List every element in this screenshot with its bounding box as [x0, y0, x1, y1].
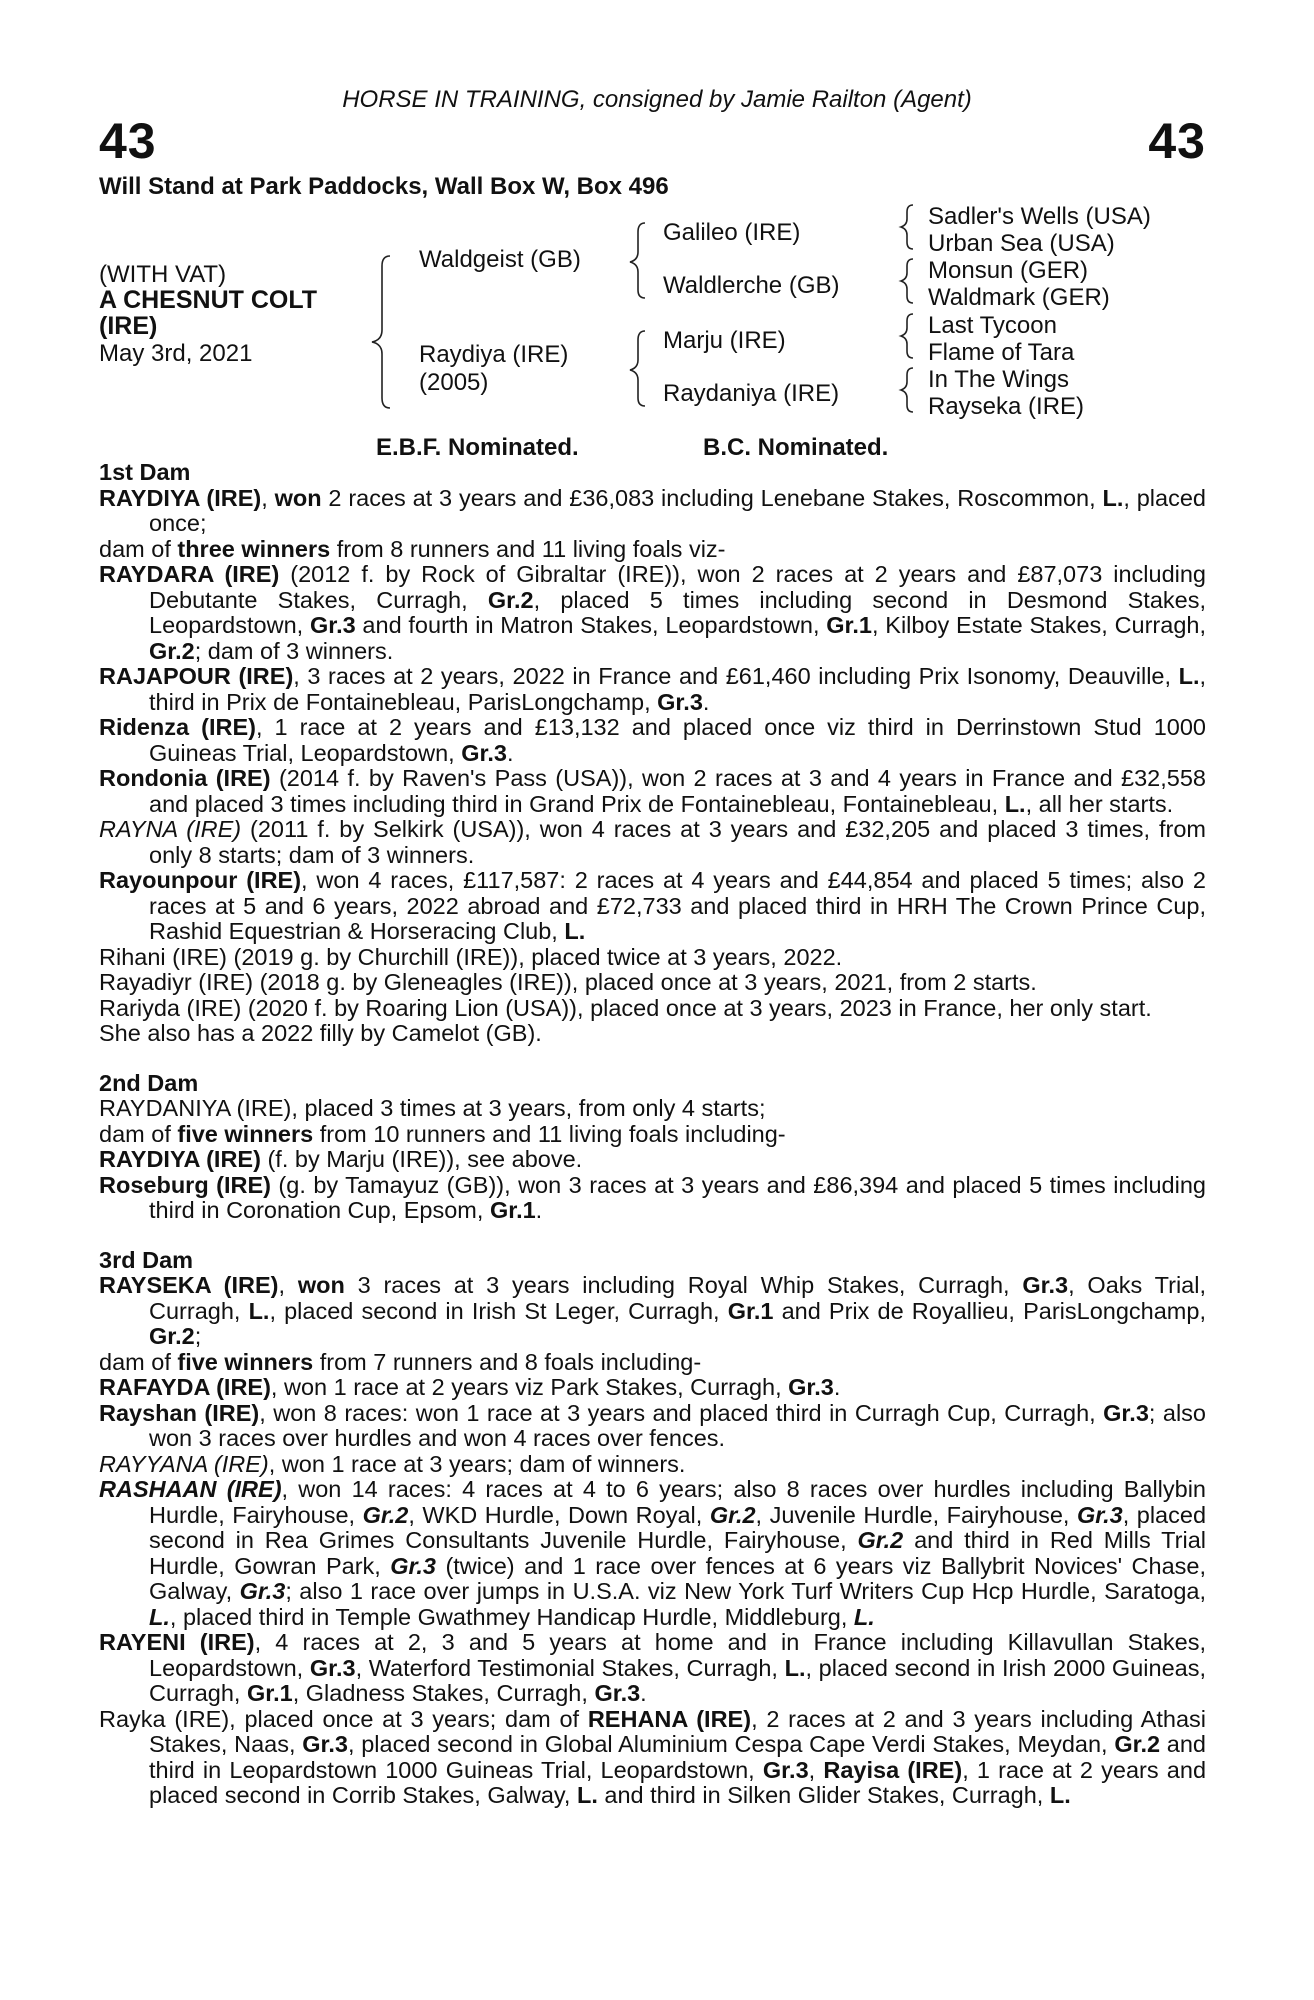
pedigree-gen3-4: Waldmark (GER) — [928, 284, 1110, 311]
pedigree-gen3-5: Last Tycoon — [928, 312, 1057, 339]
produce-rariyda: Rariyda (IRE) (2020 f. by Roaring Lion (USA)), placed once at 3 years, 2023 in France, her only start. — [99, 994, 1152, 1021]
produce-rayadiyr: Rayadiyr (IRE) (2018 g. by Gleneagles (IRE)), placed once at 3 years, 2021, from 2 starts. — [99, 969, 1037, 995]
produce-rashaan: RASHAAN (IRE), won 14 races: 4 races at 4 to 6 years; also 8 races over hurdles including Ballybin Hurdle, Fairyhouse, Gr.2, WKD Hurdle, Down Royal, Gr.2, Juvenile Hurdle, Fairyhouse, Gr.3, placed second in Rea Grimes Consultants Juvenile Hurdle, Fairyhouse, Gr.2 and third in Red Mills Trial Hurdle, Gowran Park, Gr.3 (twice) and 1 race over fences at 6 years viz Ballybrit Novices' Chase, Galway, Gr.3; also 1 race over jumps in U.S.A. viz New York Turf Writers Cup Hcp Hurdle, Saratoga, L., placed third in Temple Gwathmey Handicap Hurdle, Middleburg, L. — [99, 1476, 1207, 1630]
stand-location: Will Stand at Park Paddocks, Wall Box W, Box 496 — [99, 173, 669, 200]
produce-rondonia: Rondonia (IRE) (2014 f. by Raven's Pass (USA)), won 2 races at 3 and 4 years in France and £32,558 and placed 3 times including third in Grand Prix de Fontainebleau, Fontainebleau, L., all her starts. — [99, 765, 1206, 817]
pedigree-gen3-8: Rayseka (IRE) — [928, 393, 1085, 420]
pedigree-dam-year: (2005) — [419, 369, 489, 396]
vat-note: (WITH VAT) — [99, 261, 227, 288]
pedigree-gen3-2: Urban Sea (USA) — [928, 230, 1115, 257]
produce-rafayda: RAFAYDA (IRE), won 1 race at 2 years viz Park Stakes, Curragh, Gr.3. — [99, 1374, 841, 1400]
third-dam-heading: 3rd Dam — [99, 1246, 194, 1273]
pedigree-dam-sire: Marju (IRE) — [663, 327, 786, 354]
first-dam-note: She also has a 2022 filly by Camelot (GB). — [99, 1020, 542, 1046]
foaling-date: May 3rd, 2021 — [99, 340, 253, 367]
first-dam-heading: 1st Dam — [99, 459, 191, 485]
lot-number-left: 43 — [99, 113, 157, 169]
produce-roseburg: Roseburg (IRE) (g. by Tamayuz (GB)), won 3 races at 3 years and £86,394 and placed 5 times including third in Coronation Cup, Epsom, Gr.1. — [99, 1171, 1206, 1223]
produce-rayounpour: Rayounpour (IRE), won 4 races, £117,587: 2 races at 4 years and £44,854 and placed 5 times; also 2 races at 5 and 6 years, 2022 abroad and £72,733 and placed third in HRH The Crown Prince Cup, Rashid Equestrian & Horseracing Club, L. — [99, 867, 1206, 944]
produce-raydara: RAYDARA (IRE) (2012 f. by Rock of Gibraltar (IRE)), won 2 races at 2 years and £87,073 including Debutante Stakes, Curragh, Gr.2, placed 5 times including second in Desmond Stakes, Leopardstown, Gr.3 and fourth in Matron Stakes, Leopardstown, Gr.1, Kilboy Estate Stakes, Curragh, Gr.2; dam of 3 winners. — [99, 561, 1207, 664]
third-dam-produce-summary: dam of five winners from 7 runners and 8 foals including- — [99, 1348, 702, 1375]
pedigree-gen3-7: In The Wings — [928, 366, 1069, 393]
pedigree-sire: Waldgeist (GB) — [419, 246, 581, 273]
produce-rayna: RAYNA (IRE) (2011 f. by Selkirk (USA)), won 4 races at 3 years and £32,205 and placed 3 times, from only 8 starts; dam of 3 winners. — [99, 816, 1206, 868]
produce-rayka: Rayka (IRE), placed once at 3 years; dam of REHANA (IRE), 2 races at 2 and 3 years including Athasi Stakes, Naas, Gr.3, placed second in Global Aluminium Cespa Cape Verdi Stakes, Meydan, Gr.2 and third in Leopardstown 1000 Guineas Trial, Leopardstown, Gr.3, Rayisa (IRE), 1 race at 2 years and placed second in Corrib Stakes, Galway, L. and third in Silken Glider Stakes, Curragh, L. — [99, 1705, 1207, 1808]
catalogue-body — [99, 460, 1206, 1809]
lot-number-right: 43 — [1148, 113, 1206, 169]
pedigree-sire-sire: Galileo (IRE) — [663, 219, 801, 246]
produce-rajapour: RAJAPOUR (IRE), 3 races at 2 years, 2022 in France and £61,460 including Prix Isonomy, Deauville, L., third in Prix de Fontainebleau, ParisLongchamp, Gr.3. — [99, 663, 1207, 715]
third-dam-record: RAYSEKA (IRE), won 3 races at 3 years including Royal Whip Stakes, Curragh, Gr.3, Oaks Trial, Curragh, L., placed second in Irish St Leger, Curragh, Gr.1 and Prix de Royallieu, ParisLongchamp, Gr.2; — [99, 1272, 1206, 1349]
produce-rihani: Rihani (IRE) (2019 g. by Churchill (IRE)), placed twice at 3 years, 2022. — [99, 943, 843, 970]
first-dam-record: RAYDIYA (IRE), won 2 races at 3 years and £36,083 including Lenebane Stakes, Roscommon, L., placed once; — [99, 484, 1206, 536]
produce-rayshan: Rayshan (IRE), won 8 races: won 1 race at 3 years and placed third in Curragh Cup, Curragh, Gr.3; also won 3 races over hurdles and won 4 races over fences. — [99, 1399, 1206, 1451]
pedigree-gen3-6: Flame of Tara — [928, 339, 1075, 366]
pedigree-gen3-1: Sadler's Wells (USA) — [928, 203, 1151, 230]
pedigree-dam-dam: Raydaniya (IRE) — [663, 380, 840, 407]
second-dam-produce-summary: dam of five winners from 10 runners and 11 living foals including- — [99, 1120, 786, 1147]
produce-rayyana: RAYYANA (IRE), won 1 race at 3 years; dam of winners. — [99, 1450, 686, 1477]
ebf-nomination: E.B.F. Nominated. — [376, 434, 579, 461]
first-dam-produce-summary: dam of three winners from 8 runners and 11 living foals viz- — [99, 535, 726, 562]
consignor-line: HORSE IN TRAINING, consigned by Jamie Railton (Agent) — [342, 86, 972, 113]
produce-ridenza: Ridenza (IRE), 1 race at 2 years and £13,132 and placed once viz third in Derrinstown Stud 1000 Guineas Trial, Leopardstown, Gr.3. — [99, 714, 1206, 766]
produce-rayeni: RAYENI (IRE), 4 races at 2, 3 and 5 years at home and in France including Killavullan Stakes, Leopardstown, Gr.3, Waterford Testimonial Stakes, Curragh, L., placed second in Irish 2000 Guineas, Curragh, Gr.1, Gladness Stakes, Curragh, Gr.3. — [99, 1629, 1206, 1706]
pedigree-sire-dam: Waldlerche (GB) — [663, 272, 840, 299]
pedigree-dam: Raydiya (IRE) — [419, 341, 569, 368]
second-dam-record: RAYDANIYA (IRE), placed 3 times at 3 years, from only 4 starts; — [99, 1095, 766, 1121]
second-dam-heading: 2nd Dam — [99, 1069, 199, 1096]
bc-nomination: B.C. Nominated. — [703, 434, 889, 461]
horse-origin: (IRE) — [99, 312, 158, 340]
pedigree-gen3-3: Monsun (GER) — [928, 257, 1089, 284]
horse-description: A CHESNUT COLT — [99, 286, 318, 314]
produce-raydiya: RAYDIYA (IRE) (f. by Marju (IRE)), see above. — [99, 1146, 583, 1172]
